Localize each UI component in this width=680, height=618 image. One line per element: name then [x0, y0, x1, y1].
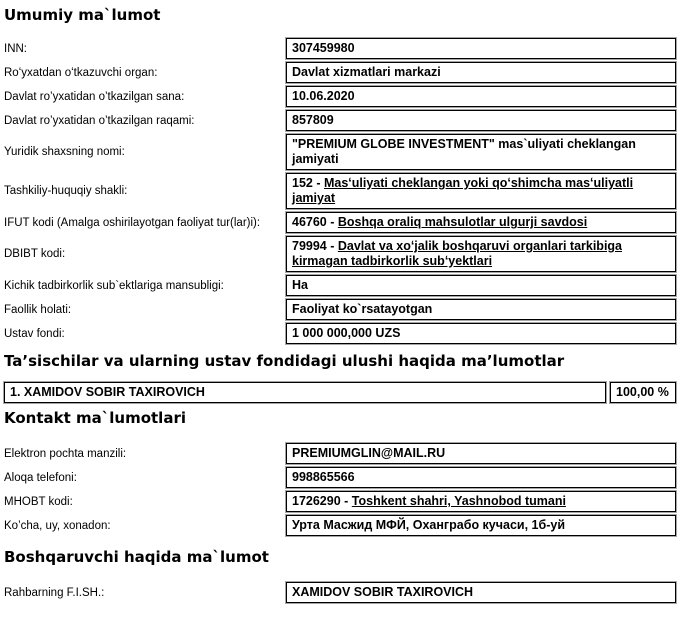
row-dbibt-code: [4, 236, 676, 272]
mhobt-code-value-box: [286, 491, 676, 512]
row-phone: [4, 467, 676, 488]
registration-date-value-box: 10.06.2020: [286, 86, 676, 107]
row-mhobt-code: [4, 491, 676, 512]
ifut-code-link[interactable]: Boshqa oraliq mahsulotlar ulgurji savdosi: [337, 215, 588, 229]
mhobt-code-label: MHOBT kodi:: [4, 495, 73, 508]
legal-form-link[interactable]: Masʻuliyati cheklangan yoki qoʻshimcha masʻuliyatli jamiyat: [292, 176, 634, 205]
street-address-value-box: Урта Масжид МФЙ, Оханграбо кучаси, 1б-уй: [286, 515, 676, 536]
registration-number-value-box: 857809: [286, 110, 676, 131]
email-value-box: PREMIUMGLIN@MAIL.RU: [286, 443, 676, 464]
row-small-business: [4, 275, 676, 296]
ifut-code-prefix: 46760 -: [292, 215, 338, 229]
phone-label: Aloqa telefoni:: [4, 471, 77, 484]
row-legal-form: [4, 173, 676, 209]
dbibt-code-link[interactable]: Davlat va xoʻjalik boshqaruvi organlari tarkibiga kirmagan tadbirkorlik subʻyektlari: [292, 239, 622, 268]
mhobt-code-prefix: 1726290 -: [292, 494, 352, 508]
legal-form-value-box: [286, 173, 676, 209]
ifut-code-label: IFUT kodi (Amalga oshirilayotgan faoliyat tur(lar)i):: [4, 216, 261, 229]
founder-row: [4, 382, 676, 403]
row-street-address: [4, 515, 676, 536]
registration-organ-value-box: Davlat xizmatlari markazi: [286, 62, 676, 83]
activity-status-label: Faollik holati:: [4, 303, 72, 316]
mhobt-code-link[interactable]: Toshkent shahri, Yashnobod tumani: [351, 494, 566, 508]
inn-label: INN:: [4, 42, 27, 55]
row-ifut-code: [4, 212, 676, 233]
section-title-general: Umumiy ma`lumot: [4, 6, 161, 24]
section-title-manager: Boshqaruvchi haqida ma`lumot: [4, 548, 269, 566]
row-registration-organ: [4, 62, 676, 83]
charter-fund-label: Ustav fondi:: [4, 327, 65, 340]
small-business-label: Kichik tadbirkorlik sub`ektlariga mansubligi:: [4, 279, 224, 292]
dbibt-code-label: DBIBT kodi:: [4, 248, 66, 260]
dbibt-code-prefix: 79994 -: [292, 239, 338, 253]
charter-fund-value-box: 1 000 000,000 UZS: [286, 323, 676, 344]
row-legal-entity-name: [4, 134, 676, 170]
dbibt-code-value-box: [286, 236, 676, 272]
ifut-code-value-box: [286, 212, 676, 233]
registration-organ-label: Roʻyxatdan oʻtkazuvchi organ:: [4, 66, 158, 79]
street-address-label: Ko’cha, uy, xonadon:: [4, 519, 111, 532]
row-registration-date: [4, 86, 676, 107]
legal-entity-name-label: Yuridik shaxsning nomi:: [4, 146, 125, 158]
founder-share-box: 100,00 %: [610, 382, 676, 403]
row-registration-number: [4, 110, 676, 131]
row-inn: [4, 38, 676, 59]
email-label: Elektron pochta manzili:: [4, 447, 127, 460]
row-manager-name: [4, 582, 676, 603]
phone-value-box: 998865566: [286, 467, 676, 488]
registration-date-label: Davlat ro’yxatidan o’tkazilgan sana:: [4, 90, 185, 103]
founder-name-box: 1. XAMIDOV SOBIR TAXIROVICH: [4, 382, 606, 403]
activity-status-value-box: Faoliyat ko`rsatayotgan: [286, 299, 676, 320]
registration-number-label: Davlat ro’yxatidan o’tkazilgan raqami:: [4, 114, 195, 127]
row-activity-status: [4, 299, 676, 320]
row-charter-fund: [4, 323, 676, 344]
section-title-founders: Ta’sischilar va ularning ustav fondidagi ulushi haqida ma’lumotlar: [4, 352, 565, 370]
legal-form-label: Tashkiliy-huquqiy shakli:: [4, 185, 128, 197]
manager-name-label: Rahbarning F.I.SH.:: [4, 586, 105, 599]
manager-name-value-box: XAMIDOV SOBIR TAXIROVICH: [286, 582, 676, 603]
section-title-contacts: Kontakt ma`lumotlari: [4, 409, 186, 427]
legal-entity-name-value-box: "PREMIUM GLOBE INVESTMENT" mas`uliyati cheklangan jamiyati: [286, 134, 676, 170]
row-email: [4, 443, 676, 464]
inn-value-box: 307459980: [286, 38, 676, 59]
small-business-value-box: Ha: [286, 275, 676, 296]
legal-form-code-prefix: 152 -: [292, 176, 324, 190]
